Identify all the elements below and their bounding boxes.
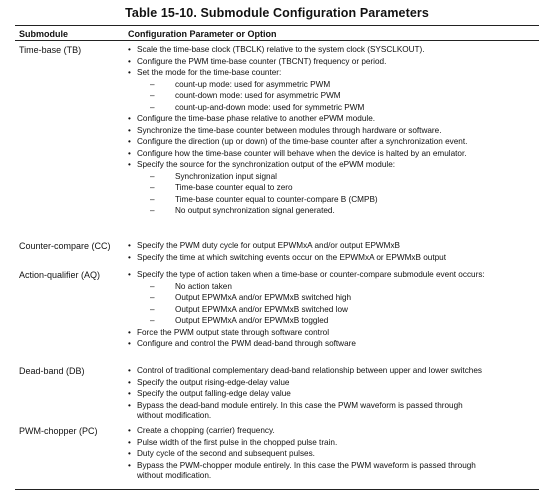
- config-item-text: Force the PWM output state through software control: [137, 327, 330, 337]
- dash-marker: –: [150, 293, 155, 302]
- bullet-marker: •: [128, 252, 131, 262]
- submodule-name: Time-base (TB): [19, 45, 82, 55]
- config-item-text: Configure the direction (up or down) of the time-base counter after a synchronization event.: [137, 137, 468, 146]
- submodule-name: Counter-compare (CC): [19, 241, 111, 251]
- header-configuration: Configuration Parameter or Option: [128, 29, 277, 39]
- bullet-marker: •: [128, 339, 131, 348]
- dash-marker: –: [150, 206, 155, 215]
- config-item-text: Specify the time at which switching events occur on the EPWMxA or EPWMxB output: [137, 252, 446, 262]
- bullet-marker: •: [128, 125, 131, 135]
- config-item-text: Time-base counter equal to zero: [175, 183, 293, 192]
- bullet-marker: •: [128, 327, 131, 337]
- table-bottom-rule: [15, 489, 539, 490]
- dash-marker: –: [150, 194, 155, 204]
- bullet-marker: •: [128, 241, 131, 250]
- config-item-text: Bypass the dead-band module entirely. In this case the PWM waveform is passed through: [137, 400, 463, 410]
- config-item-text: count-up-and-down mode: used for symmetric PWM: [175, 102, 365, 112]
- config-item-text: without modification.: [137, 410, 212, 420]
- dash-marker: –: [150, 171, 155, 181]
- config-item-text: Output EPWMxA and/or EPWMxB switched high: [175, 293, 352, 302]
- bullet-marker: •: [128, 68, 131, 77]
- bullet-marker: •: [128, 426, 131, 435]
- table-title: Table 15-10. Submodule Configuration Parameters: [125, 6, 429, 20]
- dash-marker: –: [150, 102, 155, 112]
- bullet-marker: •: [128, 366, 131, 375]
- config-item-text: Output EPWMxA and/or EPWMxB switched low: [175, 304, 348, 314]
- bullet-marker: •: [128, 114, 131, 123]
- bullet-marker: •: [128, 449, 131, 458]
- bullet-marker: •: [128, 148, 131, 158]
- bullet-marker: •: [128, 389, 131, 398]
- config-item-text: Control of traditional complementary dead-band relationship between upper and lower switches: [137, 366, 482, 375]
- bullet-marker: •: [128, 437, 131, 447]
- config-item-text: No output synchronization signal generated.: [175, 206, 335, 215]
- config-item-text: Scale the time-base clock (TBCLK) relative to the system clock (SYSCLKOUT).: [137, 45, 425, 54]
- config-item-text: without modification.: [137, 470, 212, 480]
- dash-marker: –: [150, 316, 155, 325]
- dash-marker: –: [150, 304, 155, 314]
- config-item-text: Specify the output falling-edge delay value: [137, 389, 291, 398]
- config-item-text: Specify the PWM duty cycle for output EPWMxA and/or output EPWMxB: [137, 241, 401, 250]
- config-item-text: Pulse width of the first pulse in the chopped pulse train.: [137, 437, 338, 447]
- dash-marker: –: [150, 183, 155, 192]
- config-item-text: Configure the time-base phase relative to another ePWM module.: [137, 114, 376, 123]
- config-item-text: Specify the output rising-edge-delay value: [137, 377, 290, 387]
- dash-marker: –: [150, 281, 155, 291]
- table-top-rule: [15, 25, 539, 26]
- config-item-text: Create a chopping (carrier) frequency.: [137, 426, 275, 435]
- bullet-marker: •: [128, 460, 131, 470]
- dash-marker: –: [150, 79, 155, 89]
- config-item-text: Set the mode for the time-base counter:: [137, 68, 282, 77]
- header-submodule: Submodule: [19, 29, 68, 39]
- config-item-text: Synchronization input signal: [175, 171, 277, 181]
- bullet-marker: •: [128, 56, 131, 66]
- bullet-marker: •: [128, 377, 131, 387]
- config-item-text: Bypass the PWM-chopper module entirely. In this case the PWM waveform is passed through: [137, 460, 476, 470]
- bullet-marker: •: [128, 137, 131, 146]
- header-bottom-rule: [15, 40, 539, 41]
- submodule-name: Dead-band (DB): [19, 366, 85, 376]
- bullet-marker: •: [128, 400, 131, 410]
- config-item-text: Time-base counter equal to counter-compare B (CMPB): [175, 194, 378, 204]
- dash-marker: –: [150, 91, 155, 100]
- config-item-text: Configure how the time-base counter will behave when the device is halted by an emulator.: [137, 148, 467, 158]
- config-item-text: count-up mode: used for asymmetric PWM: [175, 79, 331, 89]
- config-item-text: Duty cycle of the second and subsequent pulses.: [137, 449, 315, 458]
- submodule-name: PWM-chopper (PC): [19, 426, 98, 436]
- config-item-text: Synchronize the time-base counter between modules through hardware or software.: [137, 125, 442, 135]
- bullet-marker: •: [128, 270, 131, 279]
- config-item-text: Output EPWMxA and/or EPWMxB toggled: [175, 316, 329, 325]
- bullet-marker: •: [128, 160, 131, 169]
- config-item-text: No action taken: [175, 281, 232, 291]
- bullet-marker: •: [128, 45, 131, 54]
- config-item-text: Configure the PWM time-base counter (TBCNT) frequency or period.: [137, 56, 387, 66]
- config-item-text: Configure and control the PWM dead-band through software: [137, 339, 356, 348]
- config-item-text: Specify the source for the synchronization output of the ePWM module:: [137, 160, 396, 169]
- config-item-text: Specify the type of action taken when a time-base or counter-compare submodule event occurs:: [137, 270, 485, 279]
- config-item-text: count-down mode: used for asymmetric PWM: [175, 91, 341, 100]
- submodule-name: Action-qualifier (AQ): [19, 270, 101, 280]
